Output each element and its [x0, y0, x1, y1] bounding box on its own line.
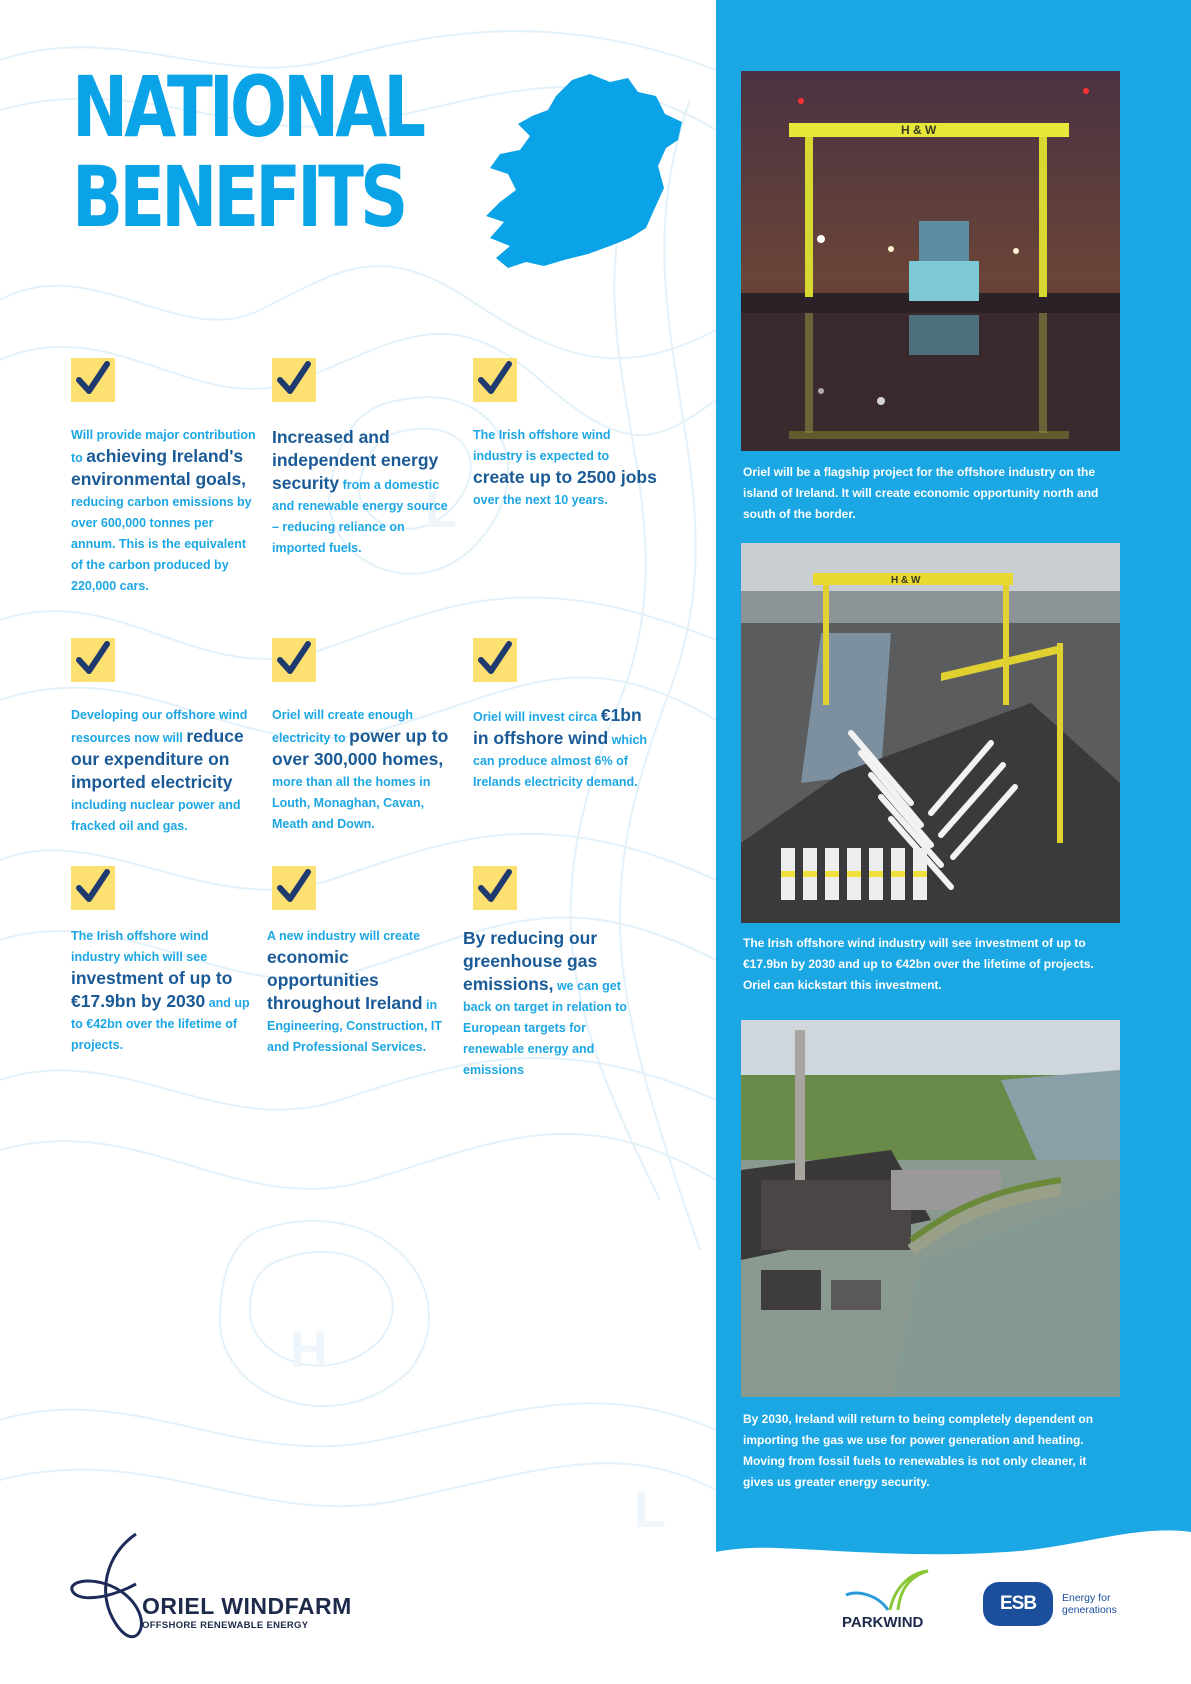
benefit-highlight: By reducing our greenhouse gas emissions, [463, 928, 598, 994]
benefit-highlight: €1bn in offshore wind [473, 705, 642, 748]
benefit-investment [473, 705, 658, 793]
benefit-highlight: achieving Ireland's environmental goals, [71, 446, 247, 489]
benefit-homes-powered [272, 705, 457, 835]
benefit-text: in Engineering, Construction, IT and Professional Services. [267, 998, 442, 1054]
benefit-text: The Irish offshore wind industry which will see [71, 929, 209, 964]
checkmark-icon [473, 358, 517, 402]
benefit-imported-electricity [71, 705, 256, 837]
benefit-highlight: economic opportunities throughout Ireland [267, 947, 423, 1013]
benefit-environmental-goals [71, 425, 256, 597]
benefit-text: from a domestic and renewable energy source – reducing reliance on imported fuels. [272, 478, 448, 555]
benefit-highlight: Increased and independent energy security [272, 427, 439, 493]
checkmark-icon [71, 866, 115, 910]
checkmark-icon [272, 358, 316, 402]
benefit-text: including nuclear power and fracked oil and gas. [71, 798, 241, 833]
checkmark-icon [473, 638, 517, 682]
photo-power-station [741, 1020, 1120, 1397]
photo-1-caption: Oriel will be a flagship project for the offshore industry on the island of Ireland. It will create economic opportunity north and south of the border. [743, 465, 1099, 521]
benefit-jobs [473, 425, 658, 511]
checkmark-icon [272, 866, 316, 910]
benefit-industry-investment [71, 926, 256, 1056]
benefit-text: more than all the homes in Louth, Monaghan, Cavan, Meath and Down. [272, 775, 431, 831]
photo-shipyard-blades [741, 543, 1120, 923]
benefit-highlight: create up to 2500 jobs [473, 467, 657, 487]
map-letter-l-2: L [634, 1481, 666, 1539]
oriel-windfarm-subtitle: OFFSHORE RENEWABLE ENERGY [142, 1620, 309, 1631]
crane-label: H & W [891, 575, 921, 586]
benefit-text: Will provide major contribution to [71, 428, 256, 465]
photo-3-caption: By 2030, Ireland will return to being completely dependent on importing the gas we use for power generation and heating. Moving from fossil fuels to renewables is not only cleaner, it gives us greater energy security. [743, 1412, 1094, 1489]
esb-tagline: Energy for generations [1062, 1592, 1117, 1616]
benefit-text: The Irish offshore wind industry is expected to [473, 428, 611, 463]
title-line-2: BENEFITS [72, 148, 405, 246]
checkmark-icon [71, 358, 115, 402]
benefit-highlight: reduce our expenditure on imported electricity [71, 726, 244, 792]
map-letter-l: L [425, 481, 457, 539]
benefit-energy-security [272, 427, 457, 559]
benefit-text: which can produce almost 6% of Irelands electricity demand. [473, 733, 648, 789]
page-title [72, 58, 423, 246]
photo-2-caption: The Irish offshore wind industry will see investment of up to €17.9bn by 2030 and up to €42bn over the lifetime of projects. Oriel can kickstart this investment. [743, 936, 1094, 992]
benefit-text: A new industry will create [267, 929, 421, 943]
oriel-windfarm-name: ORIEL WINDFARM [142, 1593, 352, 1619]
parkwind-name: PARKWIND [842, 1614, 924, 1631]
benefit-highlight: power up to over 300,000 homes, [272, 726, 449, 769]
ireland-map-icon [460, 70, 690, 270]
esb-name: ESB [1000, 1593, 1037, 1614]
title-line-1: NATIONAL [72, 58, 423, 156]
benefit-text: Oriel will create enough electricity to [272, 708, 414, 745]
benefit-text: Developing our offshore wind resources now will [71, 708, 248, 745]
checkmark-icon [272, 638, 316, 682]
benefit-text: and up to €42bn over the lifetime of projects. [71, 996, 250, 1052]
benefit-text: we can get back on target in relation to European targets for renewable energy and emissions [463, 979, 627, 1077]
benefit-text: over the next 10 years. [473, 493, 608, 507]
photo-shipyard-night [741, 71, 1120, 451]
benefit-text: Oriel will invest circa [473, 710, 601, 724]
crane-label: H & W [901, 123, 937, 137]
map-letter-h: H [290, 1321, 328, 1379]
benefit-greenhouse-gas [463, 928, 648, 1081]
benefit-text: reducing carbon emissions by over 600,000 tonnes per annum. This is the equivalent of the carbon produced by 220,000 cars. [71, 495, 252, 593]
benefit-highlight: investment of up to €17.9bn by 2030 [71, 968, 233, 1011]
checkmark-icon [473, 866, 517, 910]
benefit-economic-opportunities [267, 926, 452, 1058]
checkmark-icon [71, 638, 115, 682]
